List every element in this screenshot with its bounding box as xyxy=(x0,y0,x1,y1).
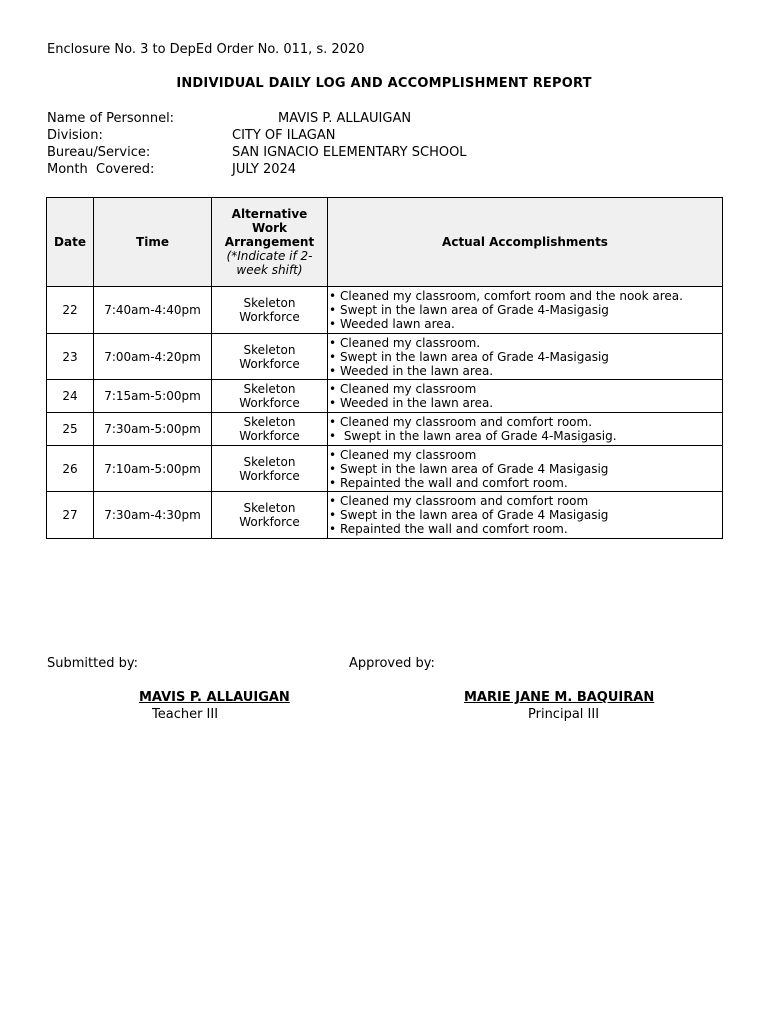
cell-date: 26 xyxy=(47,446,94,492)
daily-log-table xyxy=(46,197,723,539)
table-row xyxy=(47,492,723,539)
table-row xyxy=(47,446,723,492)
cell-arrangement: Skeleton Workforce xyxy=(212,334,328,380)
accomplishment-list xyxy=(328,415,722,443)
approved-by-block xyxy=(349,656,729,736)
cell-accomplishments xyxy=(328,492,723,539)
submitted-by-position: Teacher III xyxy=(152,707,219,722)
cell-arrangement: Skeleton Workforce xyxy=(212,287,328,334)
submitted-by-block xyxy=(47,656,347,736)
report-title: INDIVIDUAL DAILY LOG AND ACCOMPLISHMENT REPORT xyxy=(176,76,592,91)
cell-accomplishments xyxy=(328,380,723,413)
table-row xyxy=(47,413,723,446)
accomplishment-list xyxy=(328,289,722,331)
accomplishment-item: • Repainted the wall and comfort room. xyxy=(328,476,722,490)
table-row xyxy=(47,287,723,334)
accomplishment-item: • Swept in the lawn area of Grade 4 Masigasig xyxy=(328,462,722,476)
submitted-by-name: MAVIS P. ALLAUIGAN xyxy=(139,690,290,705)
cell-time: 7:30am-4:30pm xyxy=(94,492,212,539)
cell-arrangement: Skeleton Workforce xyxy=(212,413,328,446)
cell-time: 7:15am-5:00pm xyxy=(94,380,212,413)
accomplishment-item: • Weeded in the lawn area. xyxy=(328,396,722,410)
name-label: Name of Personnel: xyxy=(47,111,175,126)
cell-time: 7:40am-4:40pm xyxy=(94,287,212,334)
cell-time: 7:10am-5:00pm xyxy=(94,446,212,492)
table-row xyxy=(47,334,723,380)
accomplishment-item: • Cleaned my classroom, comfort room and the nook area. xyxy=(328,289,722,303)
cell-accomplishments xyxy=(328,287,723,334)
accomplishment-item: • Repainted the wall and comfort room. xyxy=(328,522,722,536)
month-label: Month Covered: xyxy=(47,162,155,177)
header-arrangement-note: (*Indicate if 2-week shift) xyxy=(226,249,313,277)
accomplishment-item: • Cleaned my classroom and comfort room xyxy=(328,494,722,508)
accomplishment-list xyxy=(328,382,722,410)
accomplishment-list xyxy=(328,336,722,378)
table-header-row xyxy=(47,198,723,287)
header-date: Date xyxy=(47,198,94,287)
accomplishment-item: • Swept in the lawn area of Grade 4-Masigasig xyxy=(328,350,722,364)
header-arrangement-label: Alternative Work Arrangement xyxy=(224,207,315,249)
header-arrangement xyxy=(212,198,328,287)
cell-time: 7:30am-5:00pm xyxy=(94,413,212,446)
month-value: JULY 2024 xyxy=(232,162,297,177)
table-row xyxy=(47,380,723,413)
division-label: Division: xyxy=(47,128,103,143)
accomplishment-item: • Swept in the lawn area of Grade 4-Masigasig xyxy=(328,303,722,317)
accomplishment-item: • Swept in the lawn area of Grade 4-Masigasig. xyxy=(328,429,722,443)
accomplishment-item: • Swept in the lawn area of Grade 4 Masigasig xyxy=(328,508,722,522)
accomplishment-item: • Weeded in the lawn area. xyxy=(328,364,722,378)
accomplishment-list xyxy=(328,448,722,490)
approved-by-position: Principal III xyxy=(528,707,600,722)
accomplishment-item: • Weeded lawn area. xyxy=(328,317,722,331)
cell-accomplishments xyxy=(328,334,723,380)
bureau-value: SAN IGNACIO ELEMENTARY SCHOOL xyxy=(232,145,467,160)
enclosure-reference: Enclosure No. 3 to DepEd Order No. 011, s. 2020 xyxy=(47,42,365,57)
cell-date: 22 xyxy=(47,287,94,334)
bureau-label: Bureau/Service: xyxy=(47,145,151,160)
approved-by-name: MARIE JANE M. BAQUIRAN xyxy=(464,690,655,705)
cell-date: 24 xyxy=(47,380,94,413)
header-time: Time xyxy=(94,198,212,287)
accomplishment-item: • Cleaned my classroom and comfort room. xyxy=(328,415,722,429)
cell-accomplishments xyxy=(328,446,723,492)
cell-arrangement: Skeleton Workforce xyxy=(212,492,328,539)
cell-time: 7:00am-4:20pm xyxy=(94,334,212,380)
accomplishment-list xyxy=(328,494,722,536)
cell-arrangement: Skeleton Workforce xyxy=(212,446,328,492)
accomplishment-item: • Cleaned my classroom xyxy=(328,448,722,462)
cell-date: 25 xyxy=(47,413,94,446)
table-body xyxy=(47,287,723,539)
cell-arrangement: Skeleton Workforce xyxy=(212,380,328,413)
approved-by-caption: Approved by: xyxy=(349,656,435,671)
accomplishment-item: • Cleaned my classroom. xyxy=(328,336,722,350)
header-accomplishments: Actual Accomplishments xyxy=(328,198,723,287)
accomplishment-item: • Cleaned my classroom xyxy=(328,382,722,396)
submitted-by-caption: Submitted by: xyxy=(47,656,138,671)
name-value: MAVIS P. ALLAUIGAN xyxy=(278,111,412,126)
cell-accomplishments xyxy=(328,413,723,446)
cell-date: 23 xyxy=(47,334,94,380)
cell-date: 27 xyxy=(47,492,94,539)
division-value: CITY OF ILAGAN xyxy=(232,128,336,143)
